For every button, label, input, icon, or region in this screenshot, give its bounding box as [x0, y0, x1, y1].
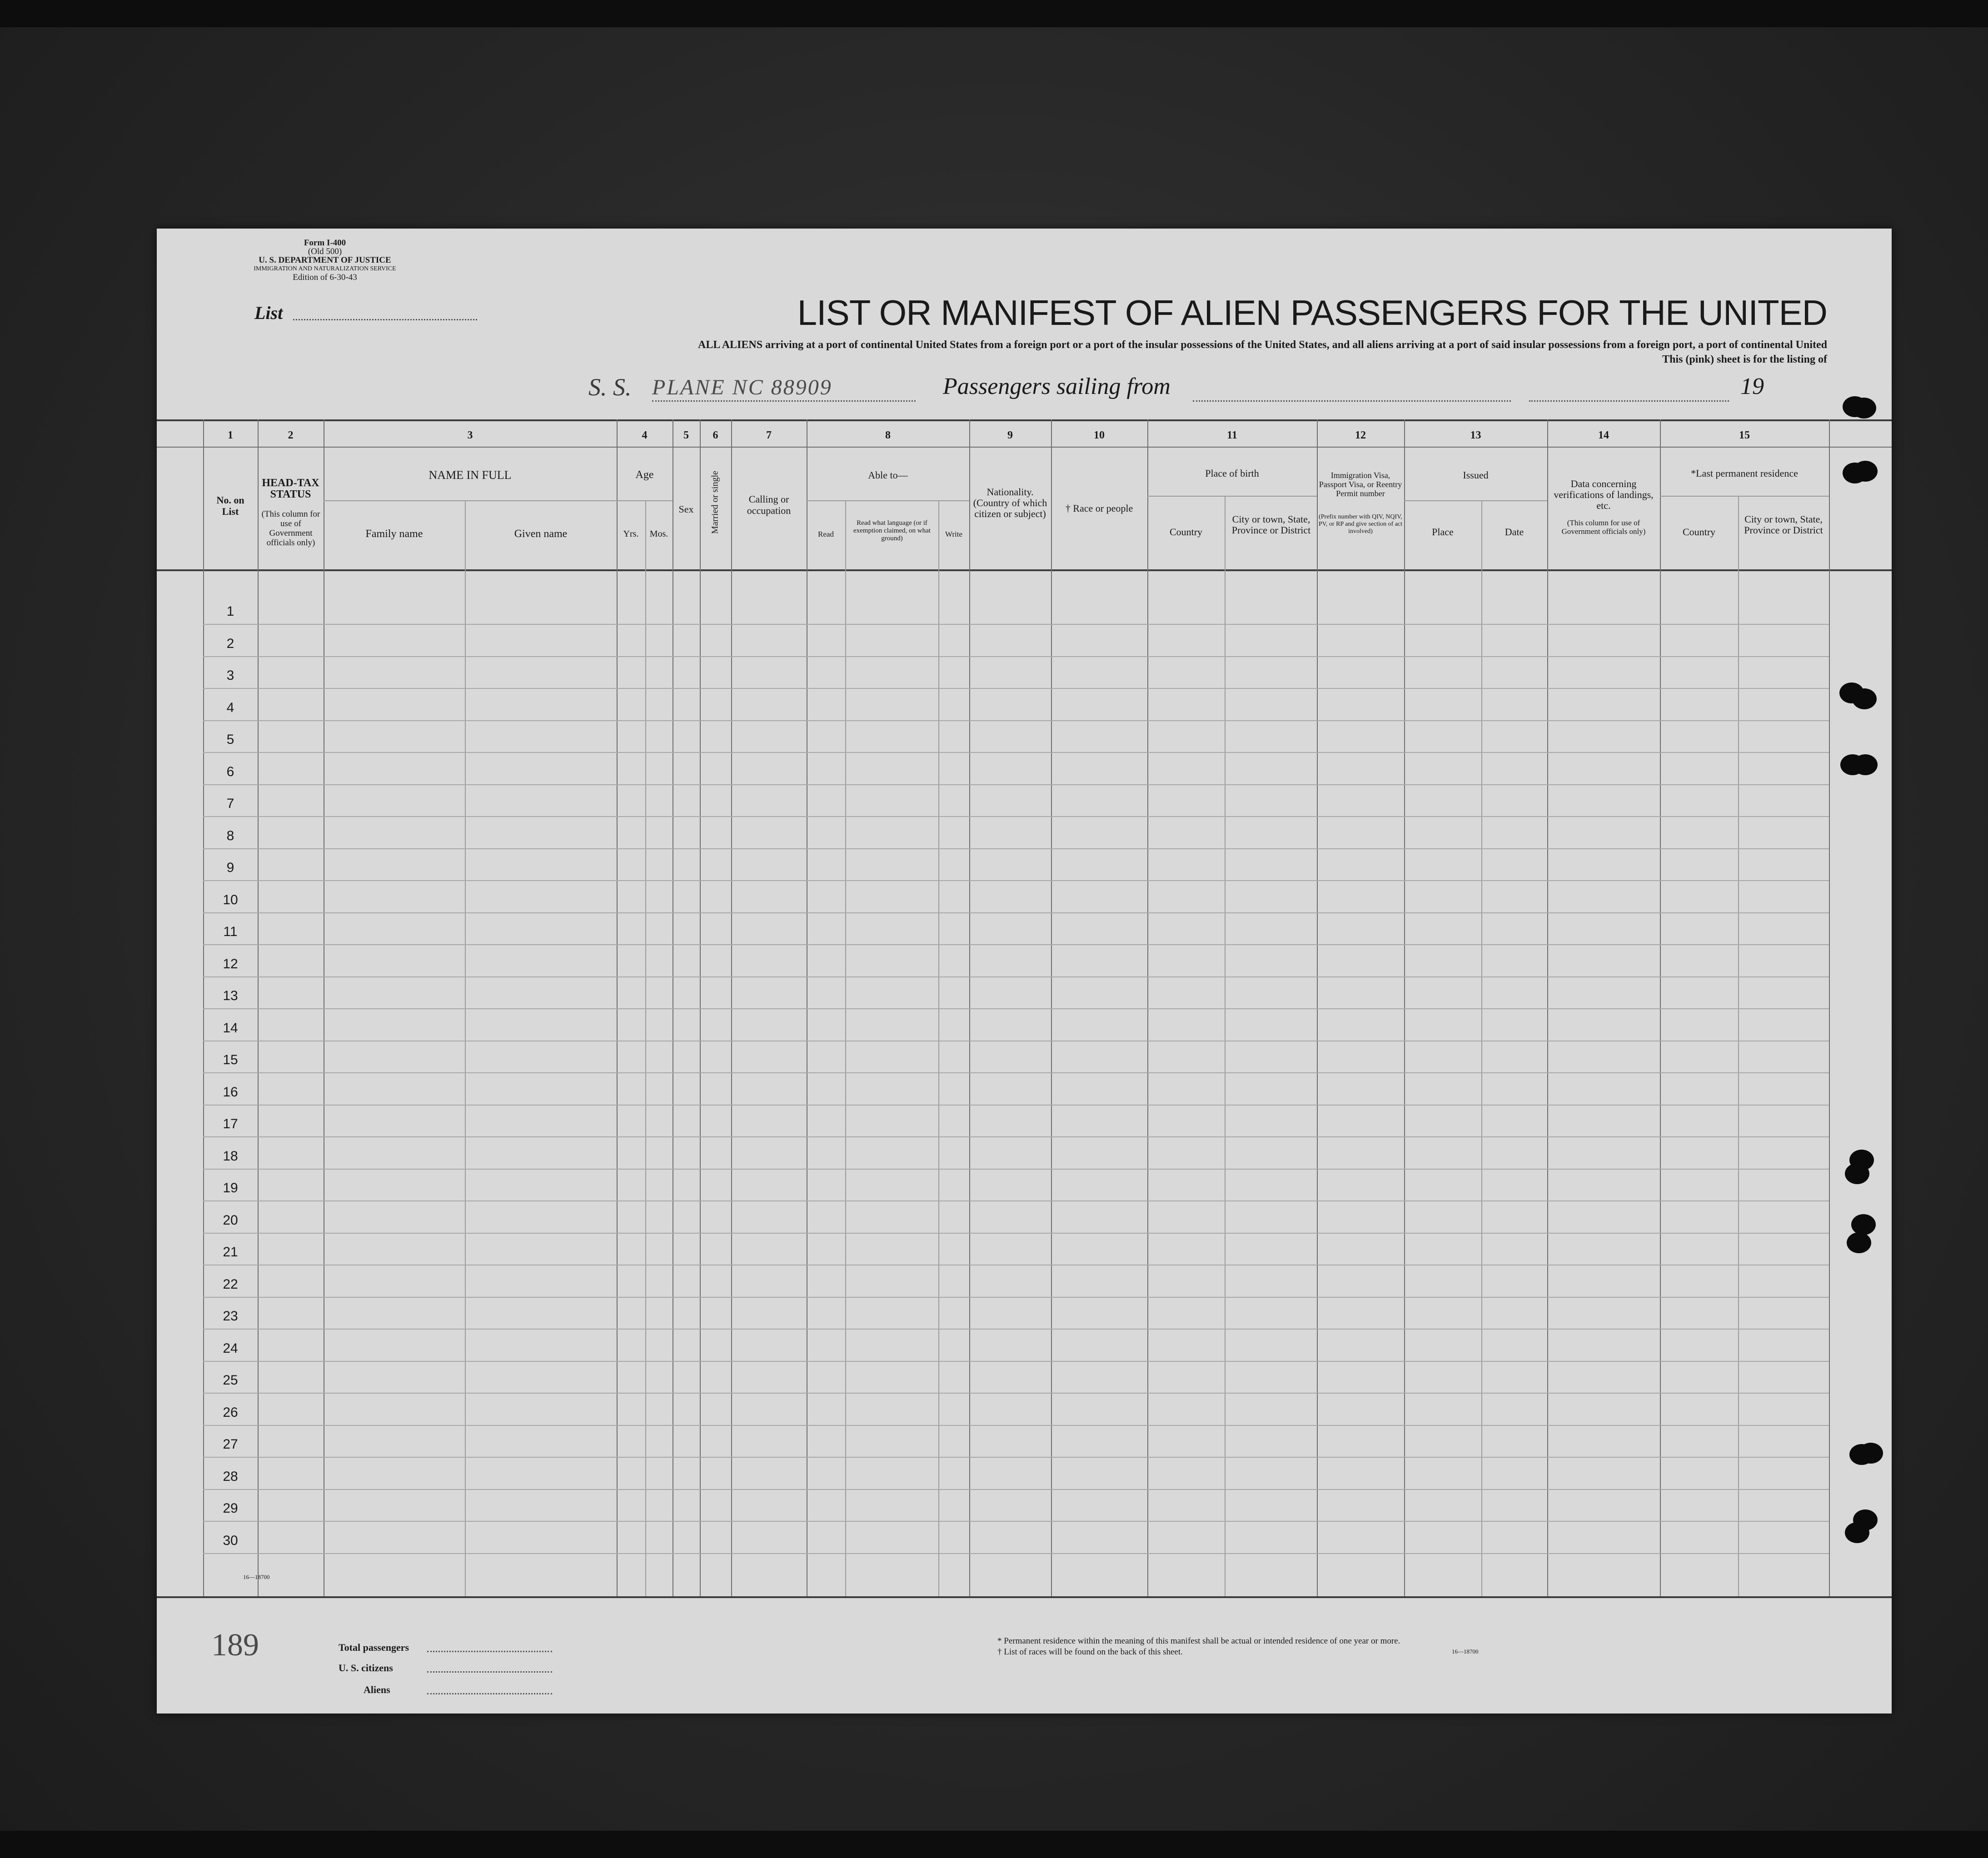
row-number: 5 — [226, 732, 234, 747]
list-label: List — [254, 303, 283, 323]
header-birth-country: Country — [1169, 526, 1203, 538]
col-sep — [1051, 419, 1052, 1596]
ss-label: S. S. — [588, 374, 632, 401]
form-block — [234, 239, 416, 282]
handwritten-page-number: 189 — [211, 1628, 259, 1663]
row-rule — [203, 1521, 1829, 1522]
row-number: 11 — [223, 924, 238, 939]
row-rule — [203, 1361, 1829, 1362]
header-write: Write — [945, 530, 963, 538]
row-rule — [203, 816, 1829, 817]
col-number-6: 6 — [712, 429, 718, 441]
punch-hole — [1851, 1214, 1876, 1235]
row-rule — [203, 1425, 1829, 1426]
header-residence-city: City or town, State, Province or District — [1744, 513, 1823, 536]
row-number: 15 — [223, 1052, 238, 1067]
row-number: 28 — [223, 1469, 238, 1484]
row-number: 30 — [223, 1533, 238, 1548]
residence-sub-rule — [1660, 496, 1829, 497]
col-sep — [1147, 419, 1148, 1596]
col-sep — [1738, 497, 1739, 1596]
colnum-rule — [157, 447, 1892, 448]
total-passengers-label: Total passengers — [339, 1642, 409, 1653]
name-sub-rule — [324, 500, 617, 501]
col-number-1: 1 — [228, 429, 233, 441]
row-rule — [203, 752, 1829, 753]
row-number: 27 — [223, 1437, 238, 1452]
punch-hole — [1853, 461, 1878, 482]
header-read-language: Read what language (or if exemption claimed, on what ground) — [853, 519, 931, 542]
col-number-12: 12 — [1355, 429, 1366, 441]
ss-dotted-line — [652, 400, 916, 402]
header-family-name: Family name — [365, 528, 423, 540]
col-number-7: 7 — [766, 429, 772, 441]
subtitle-line-1: ALL ALIENS arriving at a port of continental United States from a foreign port or a port of the insular possessions of the United States, and all aliens arriving at a port of said insular possessions from a foreign port, a port of continental United — [698, 339, 1827, 351]
row-number: 23 — [223, 1309, 238, 1324]
us-citizens-line — [427, 1671, 552, 1673]
row-rule — [203, 784, 1829, 785]
col-number-4: 4 — [642, 429, 648, 441]
sailing-from-dotted-line — [1193, 400, 1511, 402]
form-number: Form I-400 — [304, 238, 346, 248]
row-number: 9 — [226, 860, 234, 875]
issued-sub-rule — [1404, 500, 1547, 501]
row-rule — [203, 1393, 1829, 1394]
able-sub-rule — [807, 500, 969, 501]
col-sep — [1317, 419, 1318, 1596]
footnote-residence: * Permanent residence within the meaning of this manifest shall be actual or intended residence of one year or more. — [997, 1636, 1400, 1646]
header-issued-place: Place — [1432, 526, 1454, 538]
col-sep — [731, 419, 732, 1596]
row-number: 16 — [223, 1084, 238, 1100]
film-edge-top — [0, 0, 1988, 27]
header-nationality: Nationality. (Country of which citizen or subject) — [973, 486, 1047, 519]
total-passengers-line — [427, 1651, 552, 1652]
punch-hole — [1853, 754, 1878, 775]
row-rule — [203, 880, 1829, 881]
row-rule — [203, 720, 1829, 721]
punch-hole — [1852, 688, 1877, 709]
row-rule — [203, 1008, 1829, 1009]
header-last-residence: *Last permanent residence — [1691, 468, 1798, 479]
col-sep — [645, 501, 646, 1596]
row-number: 22 — [223, 1276, 238, 1292]
col-number-9: 9 — [1007, 429, 1013, 441]
table-top-rule — [157, 419, 1892, 421]
header-visa: Immigration Visa, Passport Visa, or Reentry Permit number — [1319, 471, 1402, 498]
row-rule — [203, 944, 1829, 945]
row-rule — [203, 1200, 1829, 1201]
header-head-tax: HEAD-TAX STATUS — [262, 477, 319, 500]
row-number: 3 — [226, 668, 234, 683]
header-place-of-birth: Place of birth — [1205, 468, 1259, 479]
row-rule — [203, 1169, 1829, 1170]
header-name-in-full: NAME IN FULL — [428, 468, 512, 482]
table-bottom-rule — [157, 1596, 1892, 1598]
row-number: 19 — [223, 1181, 238, 1195]
page-title: LIST OR MANIFEST OF ALIEN PASSENGERS FOR THE UNITED — [797, 293, 1827, 333]
col-sep — [258, 419, 259, 1596]
col-sep — [700, 419, 701, 1596]
sailing-from-label: Passengers sailing from — [943, 374, 1171, 399]
col-sep — [1660, 419, 1661, 1596]
row-rule — [203, 1072, 1829, 1073]
form-service: IMMIGRATION AND NATURALIZATION SERVICE — [254, 265, 396, 272]
row-rule — [203, 912, 1829, 913]
col-number-8: 8 — [885, 429, 891, 441]
row-rule — [203, 1457, 1829, 1458]
punch-hole — [1847, 1232, 1871, 1253]
list-dotted-line — [293, 319, 477, 320]
row-rule — [203, 1136, 1829, 1137]
row-number: 24 — [223, 1340, 238, 1356]
header-data-concerning: Data concerning verifications of landings, etc. — [1554, 478, 1654, 511]
header-birth-city: City or town, State, Province or District — [1231, 513, 1311, 536]
row-number: 8 — [226, 828, 234, 843]
birth-sub-rule — [1147, 496, 1317, 497]
us-citizens-label: U. S. citizens — [339, 1662, 393, 1674]
header-age-mos: Mos. — [649, 529, 668, 539]
col-number-5: 5 — [683, 429, 689, 441]
row-rule — [203, 1329, 1829, 1330]
header-age-yrs: Yrs. — [623, 529, 639, 539]
row-number: 7 — [226, 796, 234, 811]
col-number-10: 10 — [1094, 429, 1105, 441]
row-rule — [203, 624, 1829, 625]
row-number: 18 — [223, 1148, 238, 1164]
col-number-2: 2 — [288, 429, 294, 441]
header-calling: Calling or occupation — [747, 493, 791, 516]
header-bottom-rule — [157, 569, 1892, 571]
ss-vessel-name: PLANE NC 88909 — [652, 375, 832, 399]
col-number-15: 15 — [1739, 429, 1750, 441]
col-sep — [1225, 497, 1226, 1596]
row-rule — [203, 1489, 1829, 1490]
header-married: Married or single — [710, 471, 720, 534]
punch-hole — [1858, 1443, 1883, 1464]
header-read: Read — [818, 530, 834, 538]
col-number-14: 14 — [1598, 429, 1609, 441]
header-issued-date: Date — [1505, 526, 1524, 538]
row-rule — [203, 1553, 1829, 1554]
header-sex: Sex — [678, 503, 694, 515]
row-number: 25 — [223, 1373, 238, 1388]
header-head-tax-note: (This column for use of Government officials only) — [261, 509, 320, 548]
form-department: U. S. DEPARTMENT OF JUSTICE — [259, 255, 391, 265]
row-number: 29 — [223, 1501, 238, 1516]
aliens-label: Aliens — [364, 1684, 390, 1695]
header-age: Age — [635, 469, 654, 481]
col-number-11: 11 — [1227, 429, 1237, 441]
header-given-name: Given name — [514, 528, 568, 540]
film-edge-bottom — [0, 1831, 1988, 1858]
row-rule — [203, 1297, 1829, 1298]
form-old-number: (Old 500) — [308, 247, 342, 256]
row-print-code: 16—18700 — [243, 1574, 270, 1580]
row-number: 6 — [226, 764, 234, 779]
col-sep — [617, 419, 618, 1596]
header-residence-country: Country — [1682, 526, 1716, 538]
col-sep — [1404, 419, 1405, 1596]
col-sep — [1481, 501, 1482, 1596]
row-number: 2 — [226, 636, 234, 651]
row-number: 4 — [226, 700, 234, 715]
punch-hole — [1845, 1522, 1869, 1543]
row-number: 12 — [223, 956, 238, 971]
header-visa-note: (Prefix number with QIV, NQIV, PV, or RP and give section of act involved) — [1318, 513, 1403, 535]
col-sep — [1547, 419, 1548, 1596]
date-dotted-line — [1529, 400, 1729, 402]
col-sep — [969, 419, 970, 1596]
header-able-to: Able to— — [868, 469, 908, 481]
footnote-races: † List of races will be found on the back of this sheet. — [997, 1647, 1183, 1657]
form-edition: Edition of 6-30-43 — [293, 273, 357, 282]
header-race: † Race or people — [1065, 503, 1133, 514]
row-rule — [203, 848, 1829, 849]
row-number: 1 — [226, 604, 234, 619]
header-data-note: (This column for use of Government officials only) — [1561, 518, 1646, 536]
col-number-3: 3 — [467, 429, 473, 441]
punch-hole — [1852, 398, 1876, 418]
row-number: 17 — [223, 1116, 238, 1131]
col-sep — [938, 501, 939, 1596]
footer-print-code: 16—18700 — [1452, 1648, 1479, 1655]
header-no-on-list: No. on List — [216, 494, 244, 517]
subtitle-line-2: This (pink) sheet is for the listing of — [1662, 354, 1827, 365]
row-rule — [203, 976, 1829, 977]
col-sep — [1829, 419, 1830, 1596]
row-number: 26 — [223, 1405, 238, 1420]
header-issued: Issued — [1463, 469, 1489, 481]
row-rule — [203, 656, 1829, 657]
punch-hole — [1845, 1163, 1869, 1184]
aliens-line — [427, 1693, 552, 1694]
row-rule — [203, 1105, 1829, 1106]
row-rule — [203, 688, 1829, 689]
age-sub-rule — [617, 500, 673, 501]
row-number: 14 — [223, 1020, 238, 1036]
year-label: 19 — [1740, 374, 1764, 399]
col-sep — [465, 501, 466, 1596]
row-rule — [203, 1233, 1829, 1234]
row-number: 10 — [223, 892, 238, 907]
col-number-13: 13 — [1470, 429, 1481, 441]
row-number: 13 — [223, 988, 238, 1003]
row-number: 21 — [223, 1245, 238, 1260]
col-sep — [845, 501, 846, 1596]
manifest-sheet — [157, 229, 1892, 1714]
row-number: 20 — [223, 1212, 238, 1228]
